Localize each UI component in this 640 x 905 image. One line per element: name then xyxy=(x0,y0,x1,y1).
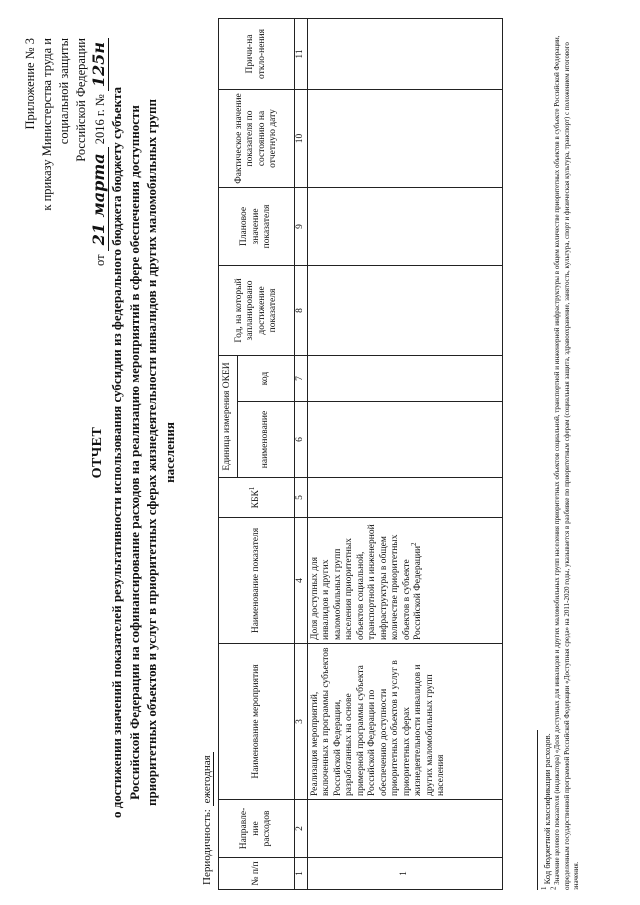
order-year: 2016 г. xyxy=(93,109,107,145)
row-measure: Реализация мероприятий, включенных в программы субъектов Российской Федерации, разработанных на основе примерной программы субъекта Российской Федерации по обеспечению доступности приоритетных объектов и услуг в приоритетных сферах жизнедеятельности инвалидов и других маломобильных групп населения xyxy=(307,644,502,800)
row-actual xyxy=(307,89,502,187)
report-subtitle: о достижении значений показателей результативности использования субсидии из федерального бюджета бюджету субъекта Российской Федерации на софинансирование расходов на реализацию мероприятий в сфере обеспечения доступности приоритетных объектов и услуг в приоритетных сферах жизнедеятельности инвалидов и других маломобильных групп населения xyxy=(109,86,177,819)
header-row-1 xyxy=(219,18,238,889)
row-planned xyxy=(307,187,502,265)
col-number: 9 xyxy=(295,187,308,265)
number-prefix: № xyxy=(93,94,107,107)
appendix-line-4: Российской Федерации xyxy=(74,38,88,162)
handwritten-order-number: 125н xyxy=(89,38,109,91)
header-year: Год, на который запланировано достижение показателя xyxy=(219,265,295,355)
row-indicator-footnote-mark: 2 xyxy=(409,542,418,546)
table-row xyxy=(307,18,502,889)
header-indicator: Наименование показателя xyxy=(219,518,295,644)
footnote-divider xyxy=(537,730,538,890)
periodicity-line xyxy=(201,752,213,885)
header-planned: Плановое значение показателя xyxy=(219,187,295,265)
periodicity-label: Периодичность: xyxy=(201,809,213,885)
header-kbk-text: КБК xyxy=(250,490,261,509)
header-measure: Наименование мероприятия xyxy=(219,644,295,800)
col-number: 1 xyxy=(295,858,308,890)
col-number: 4 xyxy=(295,518,308,644)
header-okei-name: наименование xyxy=(238,402,295,478)
col-number: 7 xyxy=(295,355,308,401)
appendix-line-2: к приказу Министерства труда и xyxy=(40,38,54,211)
appendix-line-3: социальной защиты xyxy=(57,38,71,145)
header-num: № п/п xyxy=(219,858,295,890)
column-number-row xyxy=(295,18,308,889)
col-number: 8 xyxy=(295,265,308,355)
col-number: 11 xyxy=(295,18,308,89)
date-prefix: от xyxy=(93,254,107,266)
row-okei-name xyxy=(307,402,502,478)
row-direction xyxy=(307,800,502,858)
handwritten-date: 21 марта xyxy=(89,147,109,251)
footnotes xyxy=(537,20,582,890)
header-reasons: Причи-на откло-нения xyxy=(219,18,295,89)
row-reasons xyxy=(307,18,502,89)
header-kbk xyxy=(219,478,295,518)
footnote-2 xyxy=(549,20,582,890)
row-indicator-text: Доля доступных для инвалидов и других маломобильных групп населения приоритетных объектов социальной, транспортной и инженерной инфраструктуры в общем количестве приоритетных объектов в субъекте Российской Федерации xyxy=(309,524,423,640)
col-number: 3 xyxy=(295,644,308,800)
footnote-2-mark: 2 xyxy=(549,886,558,890)
header-kbk-footnote-mark: 1 xyxy=(247,486,256,491)
footnote-1 xyxy=(542,20,553,890)
footnote-1-mark: 1 xyxy=(540,886,549,890)
row-year xyxy=(307,265,502,355)
header-okei: Единица измерения ОКЕИ xyxy=(219,355,238,477)
row-kbk xyxy=(307,478,502,518)
footnote-2-text: Значение целевого показателя (индикатора) «Доля доступных для инвалидов и других маломобильных групп населения приоритетных объектов социальной, транспортной и инженерной инфраструктуры в общем количестве приоритетных объектов в субъекте Российской Федерации, определенным государственной программой Российской Федерации «Доступная среда» на 2011-2020 годы, указывается в разбивке по приоритетным сферам (социальная защита, здравоохранение, занятость, культура, спорт и физическая культура, транспорт) с положением итогового значения. xyxy=(553,35,580,890)
appendix-line-1: Приложение № 3 xyxy=(23,38,37,130)
header-okei-code: код xyxy=(238,355,295,401)
periodicity-value: ежегодная xyxy=(201,752,214,806)
col-number: 5 xyxy=(295,478,308,518)
col-number: 10 xyxy=(295,89,308,187)
row-okei-code xyxy=(307,355,502,401)
row-indicator xyxy=(307,518,502,644)
row-num: 1 xyxy=(307,858,502,890)
footnote-1-text: Код бюджетной классификации расходов. xyxy=(542,733,552,885)
header-direction: Направле-ние расходов xyxy=(219,800,295,858)
report-table xyxy=(218,18,503,890)
col-number: 6 xyxy=(295,402,308,478)
report-title: ОТЧЕТ xyxy=(90,426,105,479)
report-title-block xyxy=(88,70,178,835)
header-actual: Фактическое значение показателя по состоянию на отчетную дату xyxy=(219,89,295,187)
col-number: 2 xyxy=(295,800,308,858)
